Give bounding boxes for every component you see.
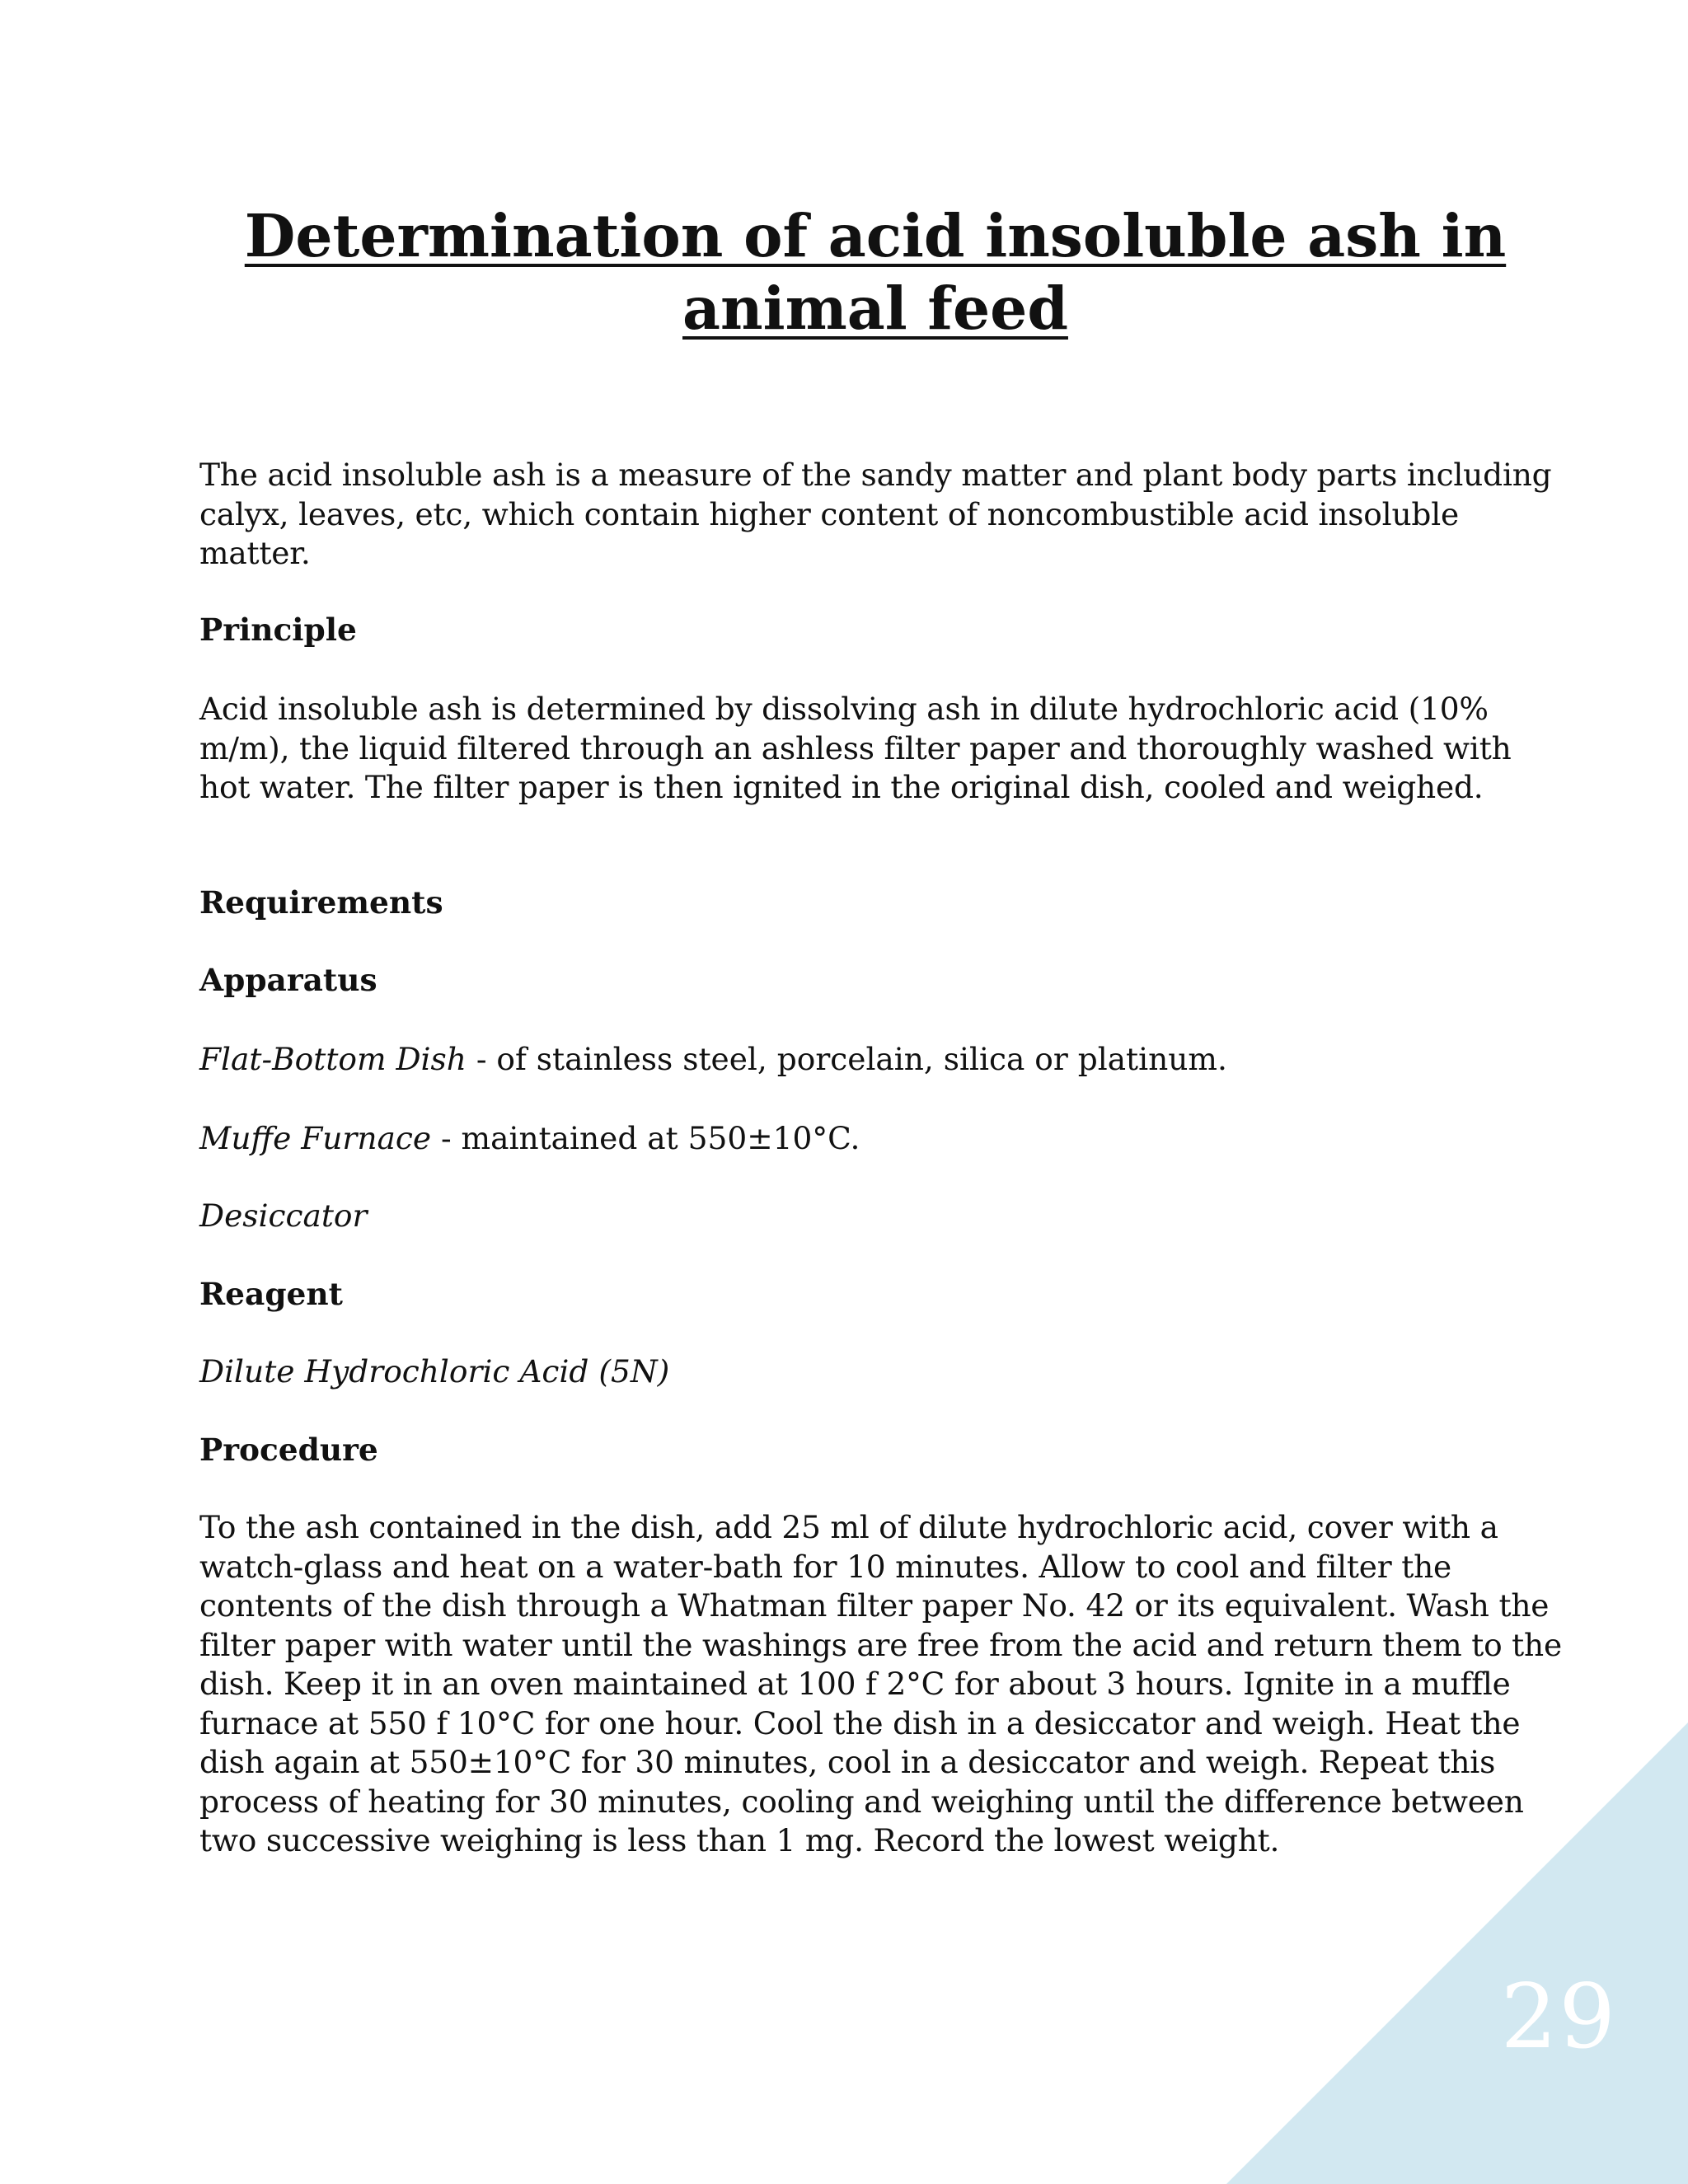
principle-heading: Principle [199, 612, 357, 648]
intro-paragraph: The acid insoluble ash is a measure of the sandy matter and plant body parts including calyx, leaves, etc, which contain higher content of noncombustible acid insoluble matter. [199, 457, 1552, 571]
page-title: Determination of acid insoluble ash in animal feed [244, 201, 1507, 343]
reagent-heading: Reagent [199, 1276, 343, 1312]
apparatus-item-name: Flat-Bottom Dish [199, 1041, 467, 1077]
corner-decoration [1226, 1722, 1688, 2184]
procedure-paragraph: To the ash contained in the dish, add 25 ml of dilute hydrochloric acid, cover with a watch-glass and heat on a water-bath for 10 minutes. Allow to cool and filter the contents of the dish through a Whatman filter paper No. 42 or its equivalent. Wash the filter paper with water until the washings are free from the acid and return them to the dish. Keep it in an oven maintained at 100 f 2°C for about 3 hours. Ignite in a muffle furnace at 550 f 10°C for one hour. Cool the dish in a desiccator and weigh. Heat the dish again at 550±10°C for 30 minutes, cool in a desiccator and weigh. Repeat this process of heating for 30 minutes, cooling and weighing until the difference between two successive weighing is less than 1 mg. Record the lowest weight. [199, 1509, 1562, 1858]
apparatus-item-desc: - of stainless steel, porcelain, silica or platinum. [466, 1041, 1227, 1077]
apparatus-item-name: Muffe Furnace [199, 1120, 432, 1156]
apparatus-item-desc: - maintained at 550±10°C. [431, 1120, 860, 1156]
apparatus-item-furnace [199, 1119, 1568, 1159]
page-number: 29 [1500, 1966, 1617, 2069]
apparatus-heading: Apparatus [199, 962, 377, 998]
procedure-heading: Procedure [199, 1432, 378, 1468]
apparatus-item-desiccator [199, 1197, 1568, 1236]
apparatus-item-name: Desiccator [199, 1197, 368, 1234]
reagent-item-name: Dilute Hydrochloric Acid (5N) [199, 1353, 670, 1390]
requirements-heading: Requirements [199, 884, 443, 921]
apparatus-item-dish [199, 1040, 1568, 1080]
principle-paragraph: Acid insoluble ash is determined by dissolving ash in dilute hydrochloric acid (10% m/m), the liquid filtered through an ashless filter paper and thoroughly washed with hot water. The filter paper is then ignited in the original dish, cooled and weighed. [199, 691, 1512, 805]
reagent-item [199, 1352, 1568, 1392]
